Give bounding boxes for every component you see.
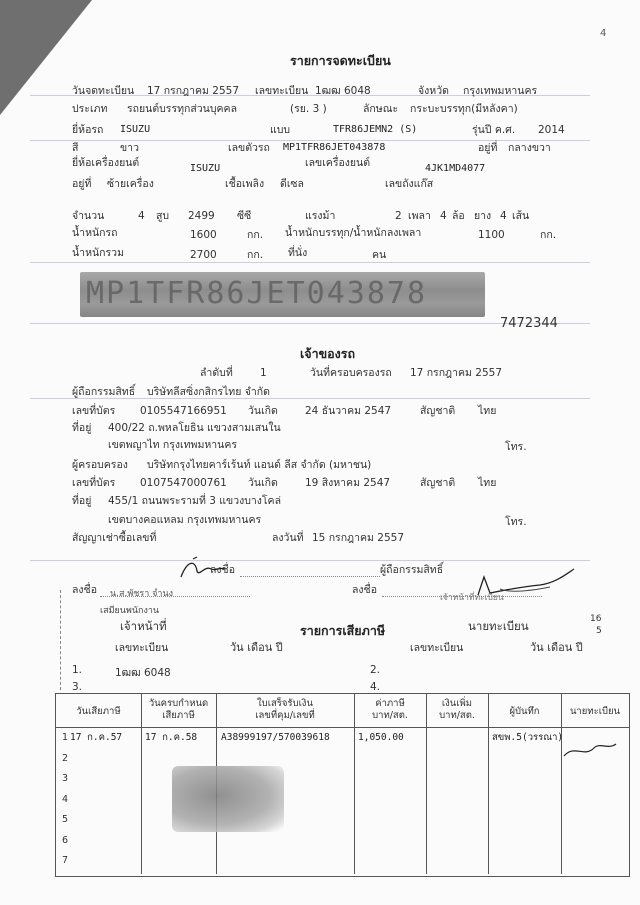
vehicle-type: รถยนต์บรรทุกส่วนบุคคล <box>127 103 237 115</box>
officer-name: น.ส.พัชรา จำนง <box>110 589 174 599</box>
registrar-signature <box>470 565 580 605</box>
color-label: สี <box>72 142 79 154</box>
num-5: 5 <box>596 626 602 636</box>
plate: 1ฒฒ 6048 <box>315 85 371 97</box>
owner-birth: 24 ธันวาคม 2547 <box>305 405 392 417</box>
vin-tracing-text: MP1TFR86JET043878 <box>86 276 428 311</box>
wheel: 4 <box>440 210 447 222</box>
cc-label: ซีซี <box>237 210 252 222</box>
holder-nation: ไทย <box>478 477 497 489</box>
plate-label: เลขทะเบียน <box>255 85 309 97</box>
col-divider <box>488 694 489 874</box>
reg-date: 17 กรกฎาคม 2557 <box>147 85 240 97</box>
owner-id-label: เลขที่บัตร <box>72 405 116 417</box>
row-number: 3 <box>62 773 69 784</box>
document-title: รายการจดทะเบียน <box>290 53 391 68</box>
officer-signature <box>175 555 230 585</box>
vin-pencil-tracing <box>80 272 485 317</box>
page-number: 4 <box>600 28 607 39</box>
vin-pos-label: อยู่ที่ <box>478 142 498 154</box>
contract-label: สัญญาเช่าซื้อเลขที่ <box>72 532 157 544</box>
fuel: ดีเซล <box>280 178 304 190</box>
weight-label: น้ำหนักรถ <box>72 227 118 239</box>
vin-label: เลขตัวรถ <box>228 142 270 154</box>
holder-addr-label: ที่อยู่ <box>72 495 92 507</box>
brand: ISUZU <box>120 124 151 135</box>
registrar-initials <box>560 738 620 762</box>
holder-birth-label: วันเกิด <box>248 477 278 489</box>
rule <box>30 398 590 399</box>
engine-no: 4JK1MD4077 <box>425 163 486 174</box>
holder-tel-label: โทร. <box>505 516 527 528</box>
tire-unit: เส้น <box>512 210 530 222</box>
brand-label: ยี่ห้อรถ <box>72 124 104 136</box>
sign-label-right: ลงชื่อ <box>352 584 377 596</box>
gross-unit: กก. <box>247 249 264 261</box>
tax-table <box>55 693 630 877</box>
row-1-num: 1. <box>72 664 83 676</box>
row-number: 7 <box>62 855 69 866</box>
owner-nation-label: สัญชาติ <box>420 405 456 417</box>
possession-date-label: วันที่ครอบครองรถ <box>310 367 392 379</box>
vin: MP1TFR86JET043878 <box>283 142 386 153</box>
th-due: วันครบกำหนด เสียภาษี <box>148 698 209 721</box>
th-registrar: นายทะเบียน <box>569 706 621 717</box>
province: กรุงเทพมหานคร <box>463 85 538 97</box>
date-col-left: วัน เดือน ปี <box>230 641 283 654</box>
engine-pos-label: อยู่ที่ <box>72 178 92 190</box>
tax-officer-label: เจ้าหน้าที่ <box>120 619 167 633</box>
row-number: 6 <box>62 834 69 846</box>
cell-receipt: A38999197/570039618 <box>221 732 330 743</box>
row-2-num: 2. <box>370 664 381 676</box>
order: 1 <box>260 367 267 379</box>
cyl-label: สูบ <box>156 210 170 222</box>
engine-no-label: เลขเครื่องยนต์ <box>305 157 371 169</box>
th-extra: เงินเพิ่ม บาท/สต. <box>439 698 475 721</box>
registrar-label: นายทะเบียน <box>468 619 529 633</box>
contract-date: 15 กรกฎาคม 2557 <box>312 532 405 544</box>
owner-addr-label: ที่อยู่ <box>72 422 92 434</box>
axle: 2 <box>395 210 402 222</box>
rule <box>30 140 590 141</box>
gas-tank-label: เลขถังแก๊ส <box>385 178 434 190</box>
owner-nation: ไทย <box>478 405 497 417</box>
holder-name: บริษัทกรุงไทยคาร์เร้นท์ แอนด์ ลีส จำกัด (มหาชน) <box>147 459 372 471</box>
owner-addr-2: เขตพญาไท กรุงเทพมหานคร <box>108 439 238 451</box>
cc: 2499 <box>188 210 215 222</box>
order-label: ลำดับที่ <box>200 367 233 379</box>
owner-tel-label: โทร. <box>505 441 527 453</box>
gross: 2700 <box>190 249 217 261</box>
model-label: แบบ <box>270 124 291 136</box>
holder-id-label: เลขที่บัตร <box>72 477 116 489</box>
body-type: กระบะบรรทุก(มีหลังคา) <box>410 103 518 115</box>
type-label: ประเภท <box>72 103 108 115</box>
plate-col-right: เลขทะเบียน <box>410 642 464 654</box>
row-number: 2 <box>62 752 69 764</box>
vin-pos: กลางขวา <box>508 142 551 154</box>
owner-name: บริษัทลีสซิ่งกสิกรไทย จำกัด <box>147 386 270 398</box>
load-label: น้ำหนักบรรทุก/น้ำหนักลงเพลา <box>285 227 422 239</box>
holder-addr-1: 455/1 ถนนพระรามที่ 3 แขวงบางโคล่ <box>108 495 281 507</box>
row-number: 1 <box>62 732 69 743</box>
owner-section-title: เจ้าของรถ <box>300 346 356 361</box>
cell-tax: 1,050.00 <box>358 732 404 743</box>
province-label: จังหวัด <box>418 85 449 97</box>
cell-paid: 17 ก.ค.57 <box>70 732 123 743</box>
th-recorder: ผู้บันทึก <box>509 706 540 717</box>
smudged-stamp <box>172 766 284 832</box>
model: TFR86JEMN2 (S) <box>333 124 418 135</box>
seat-label: ที่นั่ง <box>288 247 308 259</box>
registrar-caption: เจ้าหน้าที่ทะเบียน <box>440 593 504 603</box>
holder-label: ผู้ครอบครอง <box>72 459 128 471</box>
engine-pos: ซ้ายเครื่อง <box>107 178 154 190</box>
dashed-margin <box>60 590 61 690</box>
owner-label: ผู้ถือกรรมสิทธิ์ <box>72 386 136 398</box>
rule <box>30 560 590 561</box>
weight-unit: กก. <box>247 229 264 241</box>
hp-label: แรงม้า <box>305 210 336 222</box>
reg-date-label: วันจดทะเบียน <box>72 85 135 97</box>
model-year: 2014 <box>538 124 565 136</box>
row-1-plate: 1ฒฒ 6048 <box>115 667 171 679</box>
qty-label: จำนวน <box>72 210 105 222</box>
th-paid: วันเสียภาษี <box>76 706 121 717</box>
row-3-num: 3. <box>72 681 83 693</box>
holder-birth: 19 สิงหาคม 2547 <box>305 477 391 489</box>
owner-birth-label: วันเกิด <box>248 405 278 417</box>
class-code: (รย. 3 ) <box>290 103 327 115</box>
th-tax: ค่าภาษี บาท/สต. <box>372 698 408 721</box>
sign-line <box>240 576 380 577</box>
engine-brand: ISUZU <box>190 163 221 174</box>
possession-date: 17 กรกฎาคม 2557 <box>410 367 503 379</box>
col-divider <box>561 694 562 874</box>
load: 1100 <box>478 229 505 241</box>
tax-section-title: รายการเสียภาษี <box>300 623 386 638</box>
holder-nation-label: สัญชาติ <box>420 477 456 489</box>
person-unit: คน <box>372 249 387 261</box>
officer-caption: เสมียนพนักงาน <box>100 606 160 616</box>
load-unit: กก. <box>540 229 557 241</box>
cell-due: 17 ก.ค.58 <box>145 732 198 743</box>
num-16: 16 <box>590 614 602 624</box>
weight: 1600 <box>190 229 217 241</box>
header-divider <box>56 727 629 728</box>
row-number: 5 <box>62 814 69 825</box>
holder-id: 0107547000761 <box>140 477 227 489</box>
holder-addr-2: เขตบางคอแหลม กรุงเทพมหานคร <box>108 514 262 526</box>
serial-number: 7472344 <box>500 316 558 331</box>
row-4-num: 4. <box>370 681 381 693</box>
th-receipt: ใบเสร็จรับเงิน เลขที่คุม/เลขที่ <box>255 698 315 721</box>
row-number: 4 <box>62 793 69 805</box>
axle-label: เพลา <box>408 210 431 222</box>
scan-corner-fold <box>0 0 92 115</box>
tire: 4 <box>500 210 507 222</box>
wheel-label: ล้อ <box>452 210 465 222</box>
plate-col-left: เลขทะเบียน <box>115 642 169 654</box>
engine-brand-label: ยี่ห้อเครื่องยนต์ <box>72 157 140 169</box>
color: ขาว <box>120 142 139 154</box>
cell-recorder: สขพ.5(วรรณา) <box>492 732 564 743</box>
gross-label: น้ำหนักรวม <box>72 247 124 259</box>
owner-sign-label: ผู้ถือกรรมสิทธิ์ <box>380 564 444 576</box>
owner-id: 0105547166951 <box>140 405 227 417</box>
owner-addr-1: 400/22 ถ.พหลโยธิน แขวงสามเสนใน <box>108 422 281 434</box>
qty: 4 <box>138 210 145 222</box>
body-label: ลักษณะ <box>363 103 399 115</box>
year-label: รุ่นปี ค.ศ. <box>472 124 516 136</box>
fuel-label: เชื้อเพลิง <box>225 178 265 190</box>
date-col-right: วัน เดือน ปี <box>530 641 583 654</box>
tire-label: ยาง <box>474 210 492 222</box>
sign-label-top: ลงชื่อ <box>210 564 235 576</box>
contract-date-label: ลงวันที่ <box>272 532 304 544</box>
rule <box>30 262 590 263</box>
sign-label-left: ลงชื่อ <box>72 584 97 596</box>
